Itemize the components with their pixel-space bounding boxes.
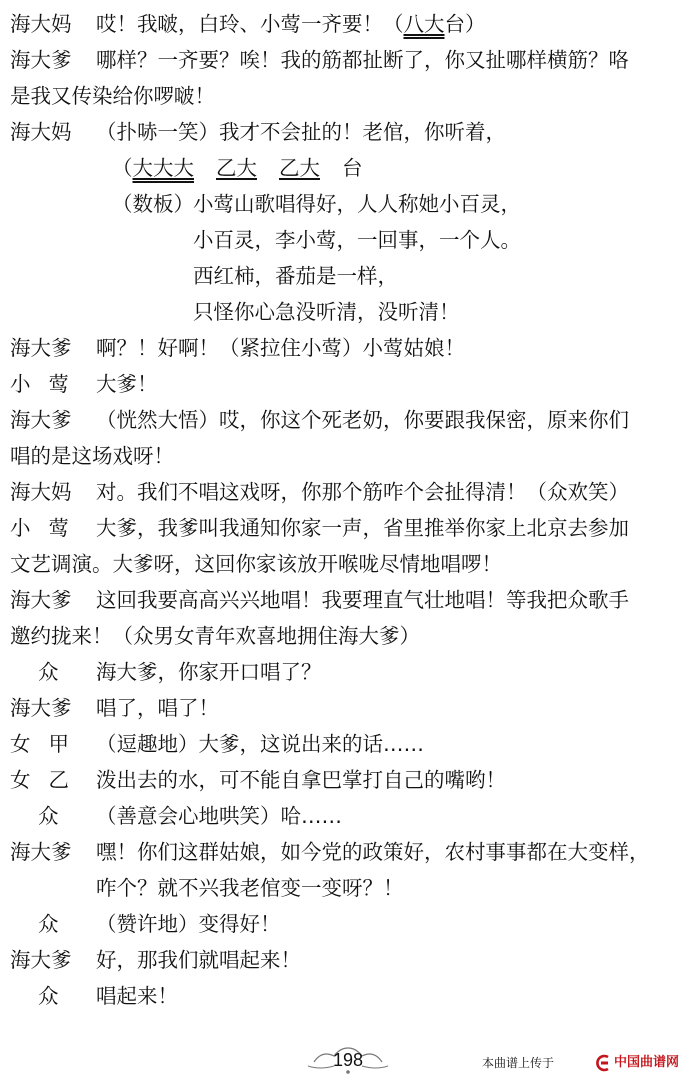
dialogue-text: 哪样？一齐要？唉！我的筋都扯断了，你又扯哪样横筋？咯 — [96, 48, 629, 72]
speaker-label: 海大妈 — [10, 480, 72, 504]
dialogue-text: 好，那我们就唱起来！ — [96, 948, 301, 972]
dialogue-text: 对。我们不唱这戏呀，你那个筋咋个会扯得清！（众欢笑） — [96, 480, 629, 504]
beat-open: （ — [112, 156, 133, 180]
stage-direction: （数板） — [112, 192, 194, 216]
site-logo-icon — [594, 1054, 612, 1072]
dialogue-text: 唱起来！ — [96, 984, 178, 1008]
dialogue-text: （逗趣地）大爹，这说出来的话…… — [96, 732, 424, 756]
dialogue-text — [96, 6, 486, 42]
dialogue-text: （恍然大悟）哎，你这个死老奶，你要跟我保密，原来你们 — [96, 408, 629, 432]
speaker-label: 海大爹 — [10, 840, 72, 864]
speaker-label: 海大妈 — [10, 120, 72, 144]
verse-text: 只怪你心急没听清，没听清！ — [193, 300, 460, 324]
dialogue-text: 大爹，我爹叫我通知你家一声，省里推举你家上北京去参加 — [96, 516, 629, 540]
speaker-label: 女乙 — [10, 768, 87, 792]
upload-caption: 本曲谱上传于 — [482, 1056, 555, 1070]
speaker-label: 海大爹 — [10, 336, 72, 360]
dialogue-text: 啊？！好啊！（紧拉住小莺）小莺姑娘！ — [96, 336, 465, 360]
dialogue-text: （扑哧一笑）我才不会扯的！老倌，你听着， — [96, 120, 506, 144]
dialogue-text: 唱的是这场戏呀！ — [10, 444, 174, 468]
speaker-label: 女甲 — [10, 732, 87, 756]
page-number: 198 — [332, 1050, 364, 1070]
verse-text: 小百灵，李小莺，一回事，一个人。 — [193, 228, 521, 252]
percussion-beat: 八大 — [403, 12, 445, 36]
dialogue-text: （赞许地）变得好！ — [96, 912, 281, 936]
dialogue-text: 海大爹，你家开口唱了？ — [96, 660, 322, 684]
speaker-label: 海大爹 — [10, 408, 72, 432]
speaker-label: 海大妈 — [10, 12, 72, 36]
speaker-label: 众 — [38, 912, 59, 936]
verse-text: 西红柿，番茄是一样， — [193, 264, 398, 288]
percussion-beat-end: 台） — [444, 12, 486, 36]
dialogue-text: 咋个？就不兴我老倌变一变呀？！ — [96, 876, 404, 900]
speaker-label: 海大爹 — [10, 588, 72, 612]
site-brand[interactable]: 中国曲谱网 — [614, 1055, 680, 1070]
percussion-notation — [112, 150, 385, 186]
dialogue-text: 泼出去的水，可不能自拿巴掌打自己的嘴哟！ — [96, 768, 506, 792]
speaker-label: 海大爹 — [10, 696, 72, 720]
beat-group: 乙大 — [216, 156, 257, 180]
speaker-label: 小莺 — [10, 516, 87, 540]
beat-group: 乙大 — [279, 156, 320, 180]
dialogue-text-main: 哎！我啵，白玲、小莺一齐要！（ — [96, 12, 404, 36]
speaker-label: 众 — [38, 660, 59, 684]
speaker-label: 海大爹 — [10, 948, 72, 972]
dialogue-text: 嘿！你们这群姑娘，如今党的政策好，农村事事都在大变样， — [96, 840, 650, 864]
verse-text: 小莺山歌唱得好，人人称她小百灵， — [193, 192, 521, 216]
speaker-label: 众 — [38, 984, 59, 1008]
speaker-label: 小莺 — [10, 372, 87, 396]
dialogue-text: 文艺调演。大爹呀，这回你家该放开喉咙尽情地唱啰！ — [10, 552, 502, 576]
speaker-label: 海大爹 — [10, 48, 72, 72]
dialogue-text: 大爹！ — [96, 372, 158, 396]
dialogue-text: 邀约拢来！（众男女青年欢喜地拥住海大爹） — [10, 624, 420, 648]
dialogue-text: 唱了，唱了！ — [96, 696, 219, 720]
dialogue-text: 这回我要高高兴兴地唱！我要理直气壮地唱！等我把众歌手 — [96, 588, 629, 612]
speaker-label: 众 — [38, 804, 59, 828]
page-footer — [0, 1040, 700, 1080]
dialogue-text: 是我又传染给你啰啵！ — [10, 84, 215, 108]
beat-group: 台 — [342, 156, 363, 180]
dialogue-text: （善意会心地哄笑）哈…… — [96, 804, 342, 828]
beat-group: 大大大 — [132, 156, 194, 180]
